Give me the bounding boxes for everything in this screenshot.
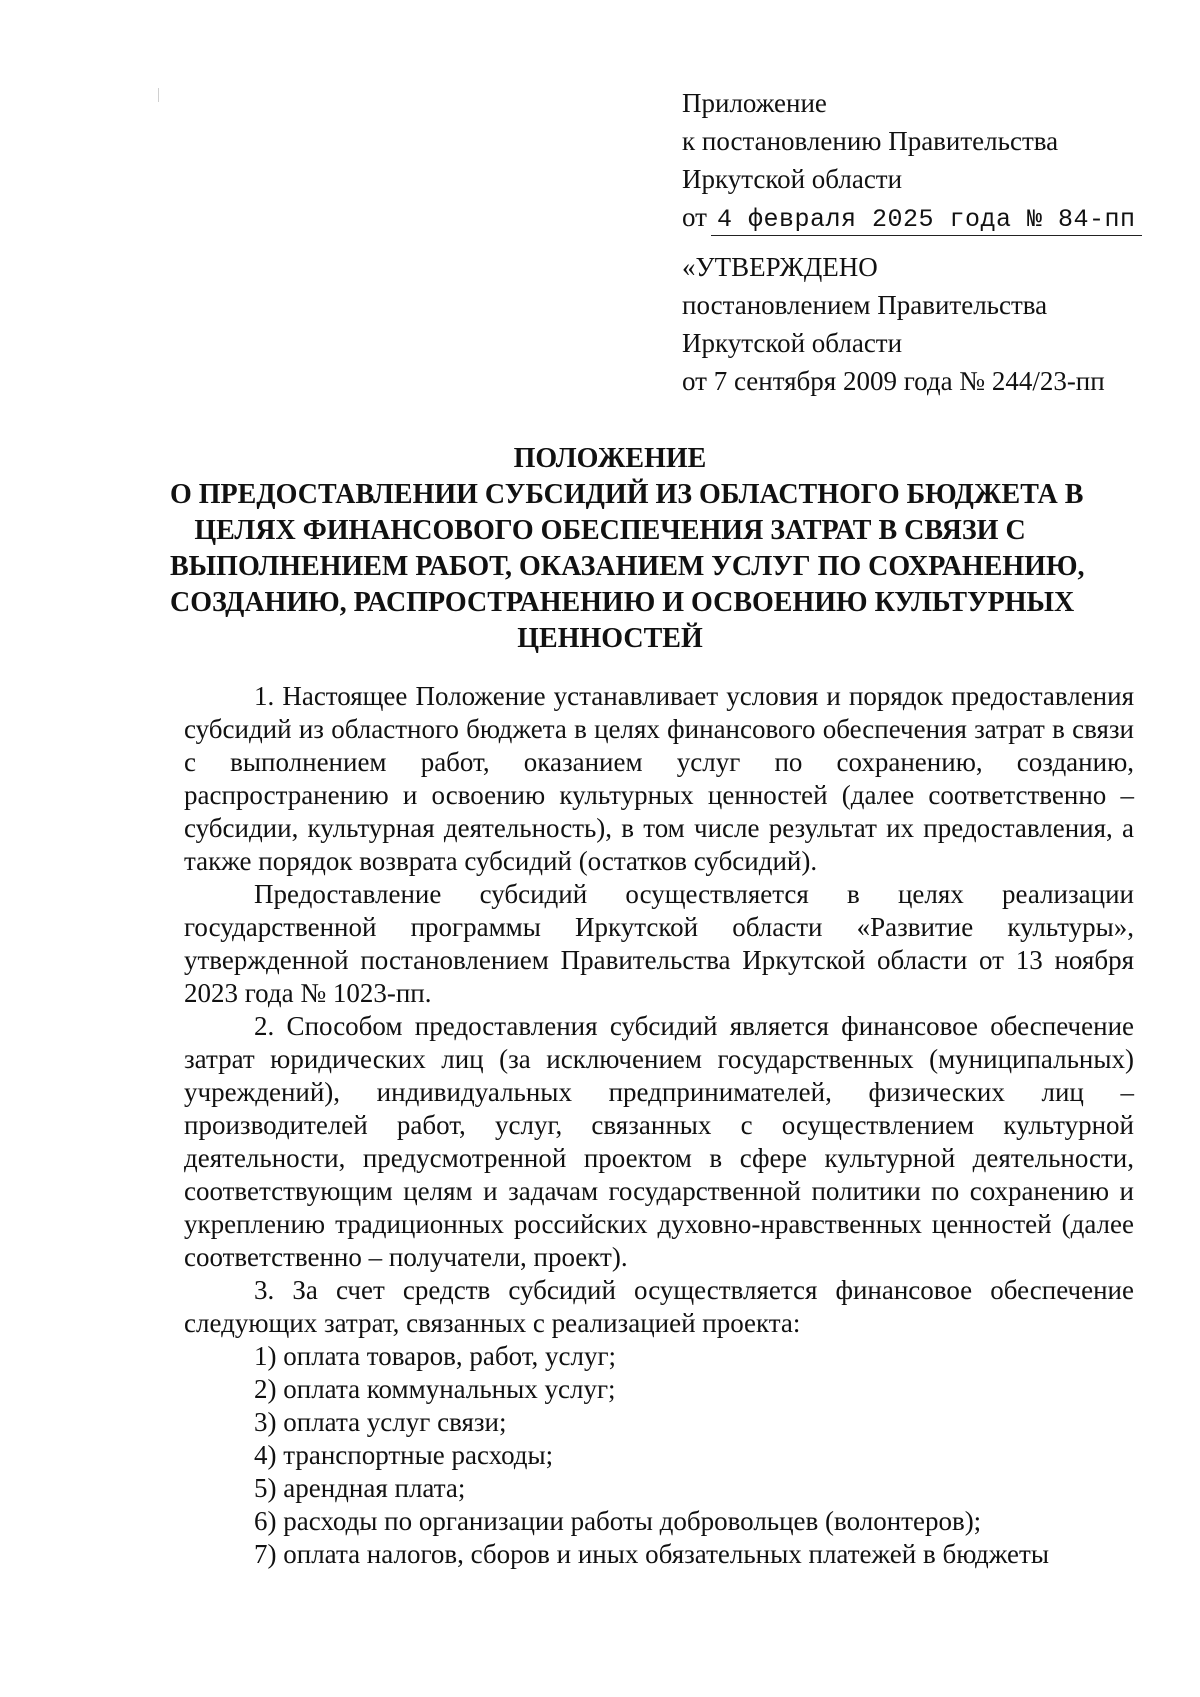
title-line-6: ЦЕННОСТЕЙ: [517, 623, 703, 654]
appendix-header: [682, 84, 1142, 236]
list-item: 2) оплата коммунальных услуг;: [254, 1374, 616, 1404]
document-body: [184, 680, 1134, 1571]
list-item: 5) арендная плата;: [254, 1473, 466, 1503]
approved-block: [682, 248, 1105, 400]
approved-line-2: постановлением Правительства: [682, 290, 1048, 320]
approved-line-4: от 7 сентября 2009 года № 244/23-пп: [682, 366, 1105, 396]
list-item: 1) оплата товаров, работ, услуг;: [254, 1341, 617, 1371]
scan-mark: [158, 88, 159, 102]
title-line-4: ВЫПОЛНЕНИЕМ РАБОТ, ОКАЗАНИЕМ УСЛУГ ПО СОХРАНЕНИЮ,: [170, 551, 1085, 582]
paragraph-2: Предоставление субсидий осуществляется в целях реализации государственной программы Иркутской области «Развитие культуры», утвержденной постановлением Правительства Иркутской области от 13 ноября 2023 года № 1023-пп.: [184, 879, 1134, 1008]
paragraph-4: 3. За счет средств субсидий осуществляется финансовое обеспечение следующих затрат, связанных с реализацией проекта:: [184, 1275, 1134, 1338]
approved-title: «УТВЕРЖДЕНО: [682, 252, 878, 282]
paragraph-3: 2. Способом предоставления субсидий является финансовое обеспечение затрат юридических лиц (за исключением государственных (муниципальных) учреждений), индивидуальных предпринимателей, физических лиц – производителей работ, услуг, связанных с осуществлением культурной деятельности, предусмотренной проектом в сфере культурной деятельности, соответствующим целям и задачам государственной политики по сохранению и укреплению традиционных российских духовно-нравственных ценностей (далее соответственно – получатели, проект).: [184, 1011, 1134, 1272]
title-line-5: СОЗДАНИЮ, РАСПРОСТРАНЕНИЮ И ОСВОЕНИЮ КУЛЬТУРНЫХ: [170, 587, 1075, 618]
document-title: [170, 441, 1085, 657]
list-item: 3) оплата услуг связи;: [254, 1407, 507, 1437]
list-item: 6) расходы по организации работы добровольцев (волонтеров);: [254, 1506, 982, 1536]
title-line-2: О ПРЕДОСТАВЛЕНИИ СУБСИДИЙ ИЗ ОБЛАСТНОГО БЮДЖЕТА В: [170, 479, 1084, 510]
appendix-title: Приложение: [682, 88, 827, 118]
appendix-line-3: Иркутской области: [682, 164, 903, 194]
approved-line-3: Иркутской области: [682, 328, 903, 358]
appendix-ot: от: [682, 202, 707, 232]
appendix-date-line: [682, 198, 1142, 236]
list-item: 4) транспортные расходы;: [254, 1440, 554, 1470]
list-item: 7) оплата налогов, сборов и иных обязательных платежей в бюджеты: [254, 1539, 1049, 1569]
paragraph-1: 1. Настоящее Положение устанавливает условия и порядок предоставления субсидий из областного бюджета в целях финансового обеспечения затрат в связи с выполнением работ, оказанием услуг по сохранению, созданию, распространению и освоению культурных ценностей (далее соответственно – субсидии, культурная деятельность), в том числе результат их предоставления, а также порядок возврата субсидий (остатков субсидий).: [184, 681, 1134, 876]
appendix-line-2: к постановлению Правительства: [682, 126, 1059, 156]
title-line-3: ЦЕЛЯХ ФИНАНСОВОГО ОБЕСПЕЧЕНИЯ ЗАТРАТ В СВЯЗИ С: [194, 515, 1026, 546]
date-stamp: 4 февраля 2025 года № 84-пп: [711, 205, 1142, 236]
title-line-1: ПОЛОЖЕНИЕ: [513, 443, 707, 474]
